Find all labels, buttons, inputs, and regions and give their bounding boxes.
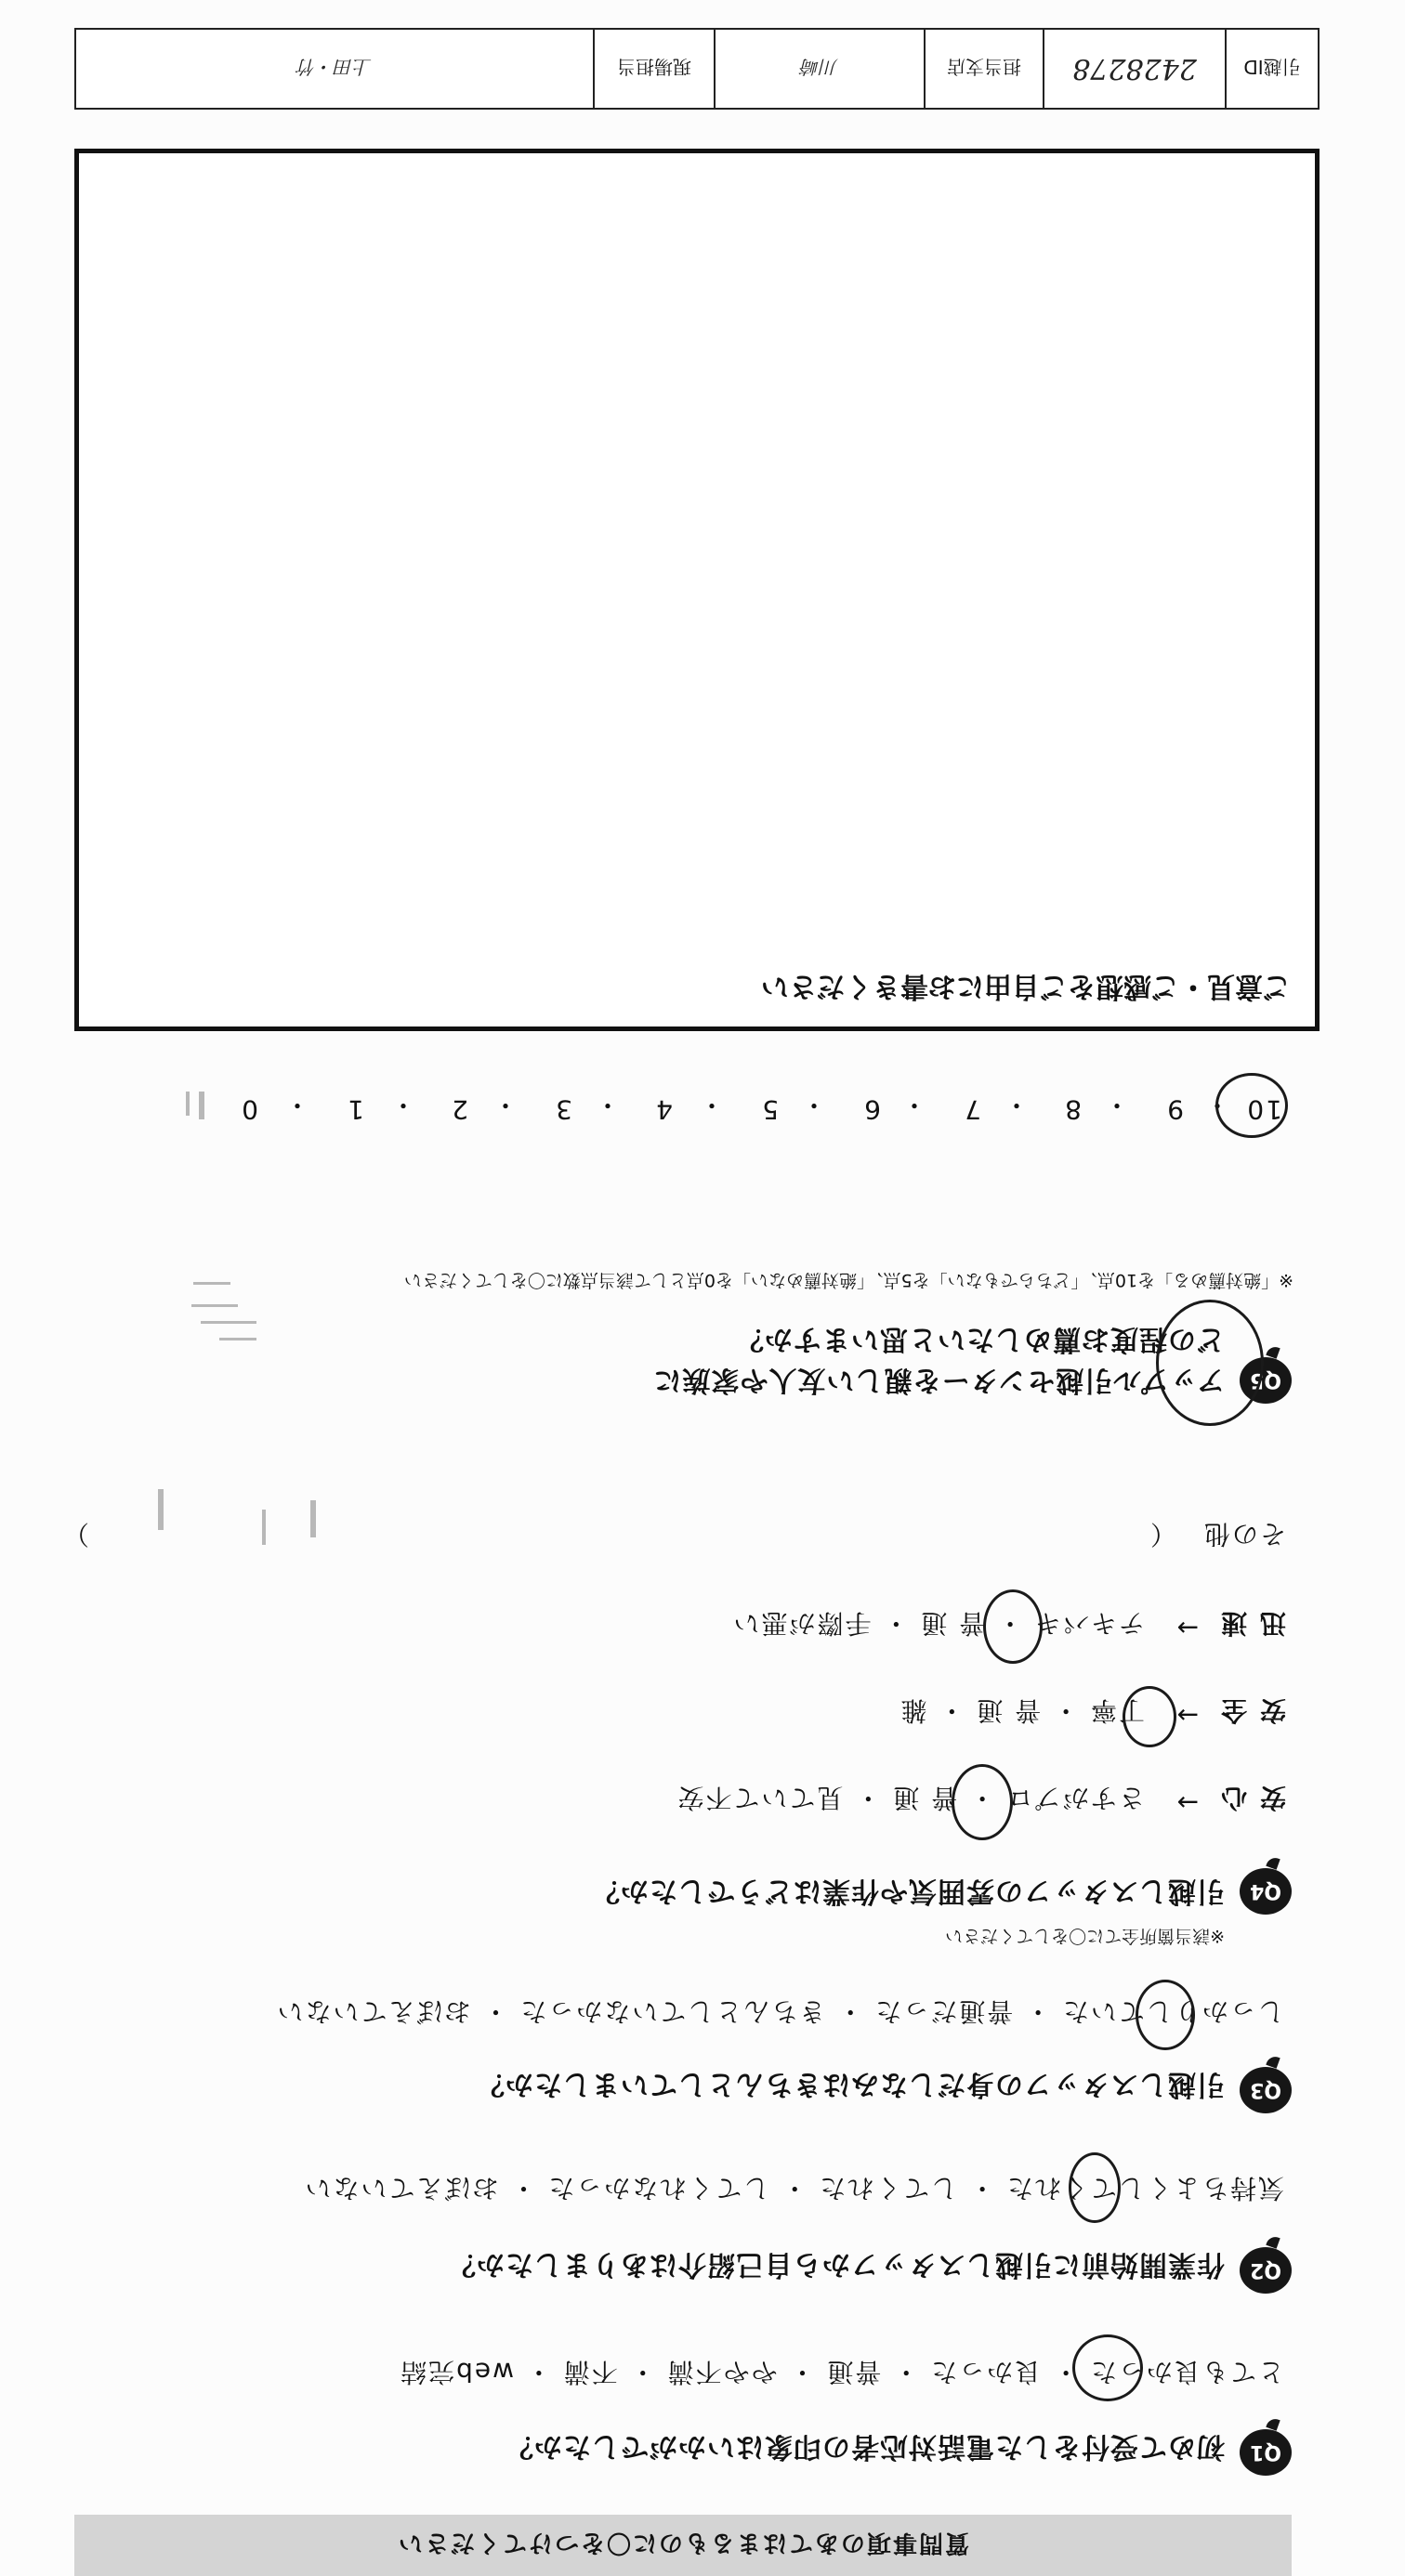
q5-badge: Q5 [1240,1357,1292,1404]
scan-smudge [219,1338,256,1340]
q5-separator: ・ [282,1090,310,1120]
q1-text: 初めて受付をした電話対応者の印象はいかがでしたか？ [505,2430,1225,2463]
q5-text-line1: アップル引越センターを親しい友人や家族に [652,1364,1225,1396]
q4-row1-label: 安 心 [1219,1783,1286,1813]
move-id-label: 引越ID [1225,30,1318,108]
move-id-value: 2428278 [1043,30,1225,108]
q5-separator: ・ [1101,1090,1130,1120]
q4-row2-answer-circle [1123,1686,1176,1747]
q1-answer-circle [1072,2334,1143,2401]
q1-badge: Q1 [1240,2429,1292,2476]
q2-answer-circle [1069,2152,1121,2223]
q4-row3-label: 迅 速 [1219,1608,1286,1639]
q4-row1-arrow: → [1175,1787,1199,1818]
q5-score-9: 9 [1165,1094,1184,1125]
q5-scale [74,1088,1282,1125]
comment-label: ご意見・ご感想をご自由にお書きください [761,970,1291,1002]
q4-row3-options: テキパキ ・ 普 通 ・ 手際が悪い [731,1608,1145,1639]
q2-text: 作業開始前に引越しスタッフから自己紹介はありましたか？ [447,2248,1225,2281]
q5-text-line2: どの程度お薦めしたいと思いますか？ [735,1323,1225,1355]
q5-score-6: 6 [862,1094,881,1125]
scan-smudge [193,1282,230,1285]
q4-row3-arrow: → [1175,1613,1199,1643]
q2-badge: Q2 [1240,2247,1292,2294]
comment-box[interactable] [74,149,1320,1031]
q5-score-5: 5 [760,1094,779,1125]
scan-smudge [262,1510,266,1545]
q4-text: 引越しスタッフの雰囲気や作業はどうでしたか？ [591,1875,1225,1907]
q4-badge: Q4 [1240,1868,1292,1915]
q3-options: しっかりしていた ・ 普通だった ・ きちんとしていなかった ・ おぼえていない [275,1996,1284,2027]
q5-separator: ・ [592,1090,621,1120]
q5-answer-circle [1215,1073,1288,1138]
q5-score-7: 7 [963,1094,981,1125]
q1-options: とても良かった ・ 良かった ・ 普通 ・ やや不満 ・ 不満 ・ web完結 [399,2357,1284,2387]
q5-score-2: 2 [450,1094,468,1125]
q5-separator: ・ [1201,1090,1230,1120]
q5-score-3: 3 [554,1094,572,1125]
q5-separator: ・ [490,1090,519,1120]
q4-row1-options: さすがプロ ・ 普 通 ・ 見ていて不安 [676,1783,1145,1813]
q4-row2-options: 丁寧 ・ 普 通 ・ 雑 [899,1695,1145,1726]
scan-smudge [191,1304,238,1307]
q5-score-0: 0 [240,1094,258,1125]
scan-smudge [310,1500,316,1537]
q3-badge: Q3 [1240,2067,1292,2113]
q5-score-4: 4 [654,1094,673,1125]
q4-row2-arrow: → [1175,1700,1199,1731]
q5-score-10: 10 [1245,1094,1282,1125]
q4-other-close: ） [60,1519,89,1550]
q5-separator: ・ [1001,1090,1030,1120]
q4-row2-label: 安 全 [1219,1695,1286,1726]
q5-score-1: 1 [346,1094,364,1125]
q3-answer-circle [1136,1980,1195,2050]
instruction-banner: 質問事項のあてはまるものに〇をつけてください [74,2515,1292,2576]
q4-other-open: （ [1148,1519,1176,1550]
q5-separator: ・ [798,1090,827,1120]
branch-value: 川崎 [714,30,924,108]
scan-smudge [201,1321,256,1324]
q4-other-label: その他 [1201,1519,1286,1550]
scan-smudge [158,1489,164,1530]
site-staff-label: 現場担当 [593,30,714,108]
q5-text-circle [1156,1300,1264,1426]
q5-separator: ・ [899,1090,927,1120]
q4-row1-answer-circle [952,1764,1013,1840]
q5-separator: ・ [696,1090,725,1120]
q4-row3-answer-circle [983,1589,1043,1664]
q5-score-8: 8 [1063,1094,1082,1125]
q4-note: ※該当箇所全てに〇をしてください [945,1926,1225,1946]
site-staff-value: 上田・竹 [297,56,372,79]
q2-options: 気持ちよくしてくれた ・ してくれた ・ してくれなかった ・ おぼえていない [303,2173,1284,2203]
q5-separator: ・ [387,1090,416,1120]
q3-text: 引越しスタッフの身だしなみはきちんとしていましたか？ [476,2068,1225,2100]
branch-label: 担当支店 [924,30,1043,108]
staff-info-table [74,28,1320,110]
q5-note: ※「絶対薦める」を10点、「どちらでもない」を5点、「絶対薦めない」を0点として該当点数に〇をしてください [403,1270,1293,1290]
